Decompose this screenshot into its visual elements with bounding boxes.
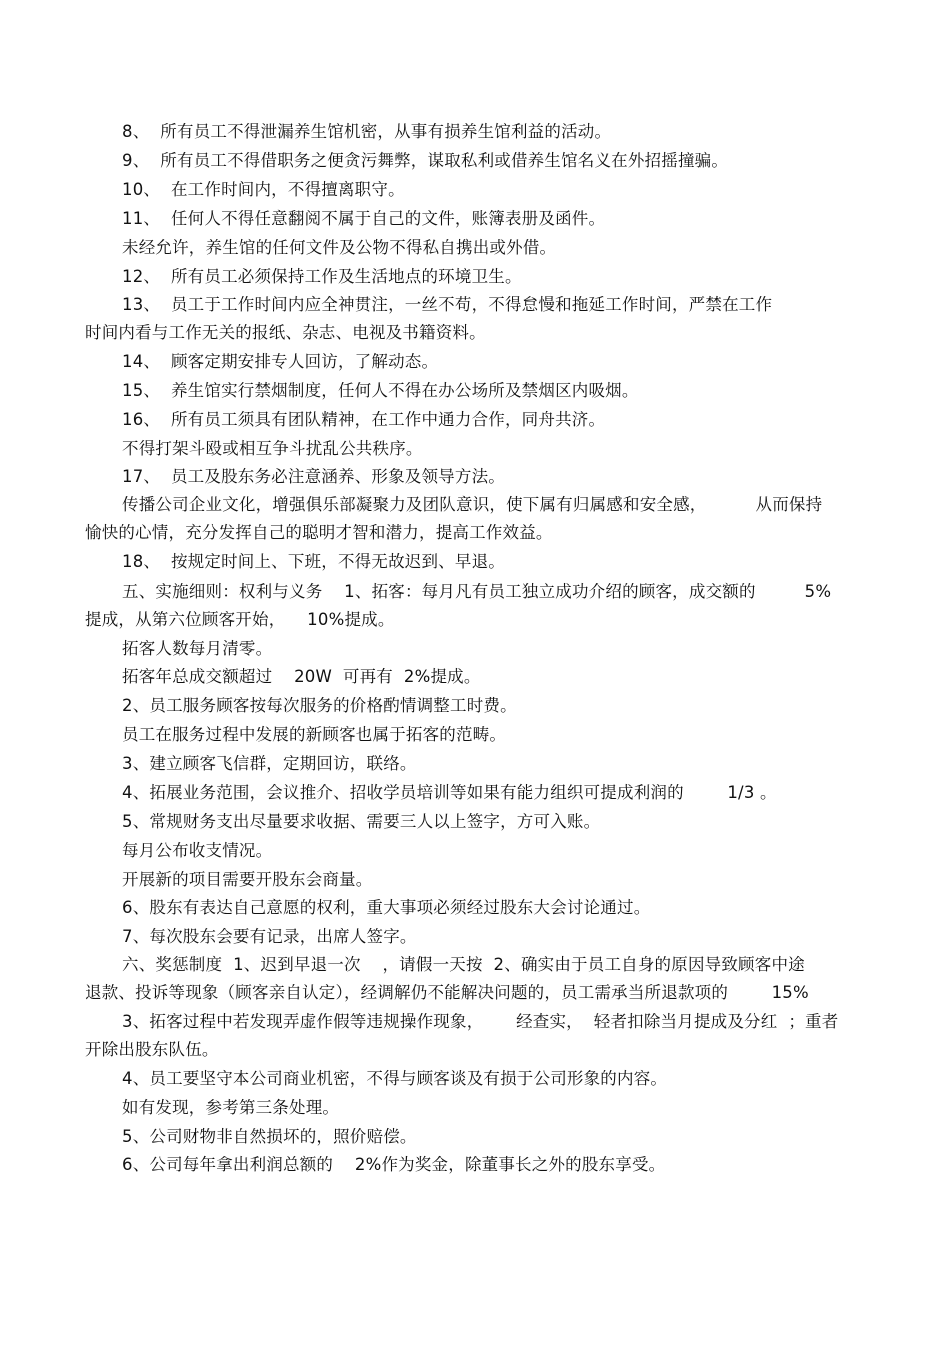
- section-five-wrap: 提成，从第六位顾客开始， 10%提成。: [85, 610, 395, 629]
- rule-17-wrap: 愉快的心情，充分发挥自己的聪明才智和潜力，提高工作效益。: [85, 523, 553, 542]
- section-five-item-3: 3、建立顾客飞信群，定期回访，联络。: [122, 754, 417, 773]
- section-five-line: 开展新的项目需要开股东会商量。: [122, 870, 373, 889]
- rule-13-wrap: 时间内看与工作无关的报纸、杂志、电视及书籍资料。: [85, 323, 486, 342]
- section-six-wrap: 退款、投诉等现象（顾客亲自认定），经调解仍不能解决问题的，员工需承当所退款项的 15%: [85, 983, 809, 1002]
- section-six-item-6: 6、公司每年拿出利润总额的 2%作为奖金，除董事长之外的股东享受。: [122, 1155, 666, 1174]
- section-five-line: 拓客年总成交额超过 20W 可再有 2%提成。: [122, 667, 481, 686]
- rule-12: 12、 所有员工必须保持工作及生活地点的环境卫生。: [122, 267, 522, 286]
- section-six-item-5: 5、公司财物非自然损坏的，照价赔偿。: [122, 1127, 417, 1146]
- section-six-line: 如有发现，参考第三条处理。: [122, 1098, 340, 1117]
- rule-9: 9、 所有员工不得借职务之便贪污舞弊，谋取私利或借养生馆名义在外招摇撞骗。: [122, 151, 729, 170]
- section-five-item-5: 5、常规财务支出尽量要求收据、需要三人以上签字，方可入账。: [122, 812, 601, 831]
- section-five-heading: 五、实施细则：权利与义务 1、拓客：每月凡有员工独立成功介绍的顾客，成交额的 5%: [122, 582, 832, 601]
- section-five-line: 员工在服务过程中发展的新顾客也属于拓客的范畴。: [122, 725, 507, 744]
- section-six-heading: 六、奖惩制度 1、迟到早退一次 ，请假一天按 2、确实由于员工自身的原因导致顾客中途: [122, 955, 805, 974]
- rule-10: 10、 在工作时间内，不得擅离职守。: [122, 180, 405, 199]
- rule-17-continuation: 传播公司企业文化，增强俱乐部凝聚力及团队意识，使下属有归属感和安全感， 从而保持: [122, 495, 823, 514]
- section-six-item-3: 3、拓客过程中若发现弄虚作假等违规操作现象， 经查实， 轻者扣除当月提成及分红 ；重者: [122, 1012, 839, 1031]
- section-five-item-4: 4、拓展业务范围，会议推介、招收学员培训等如果有能力组织可提成利润的 1/3 。: [122, 783, 777, 802]
- section-five-item-7: 7、每次股东会要有记录，出席人签字。: [122, 927, 417, 946]
- rule-16: 16、 所有员工须具有团队精神，在工作中通力合作，同舟共济。: [122, 410, 606, 429]
- rule-14: 14、 顾客定期安排专人回访，了解动态。: [122, 352, 439, 371]
- section-five-line: 每月公布收支情况。: [122, 841, 273, 860]
- rule-17: 17、 员工及股东务必注意涵养、形象及领导方法。: [122, 467, 505, 486]
- rule-11-continuation: 未经允许，养生馆的任何文件及公物不得私自携出或外借。: [122, 238, 557, 257]
- rule-18: 18、 按规定时间上、下班，不得无故迟到、早退。: [122, 552, 505, 571]
- rule-11: 11、 任何人不得任意翻阅不属于自己的文件，账簿表册及函件。: [122, 209, 606, 228]
- rule-8: 8、 所有员工不得泄漏养生馆机密，从事有损养生馆利益的活动。: [122, 122, 612, 141]
- section-five-item-6: 6、股东有表达自己意愿的权利，重大事项必须经过股东大会讨论通过。: [122, 898, 651, 917]
- section-five-line: 拓客人数每月清零。: [122, 639, 273, 658]
- section-five-item-2: 2、员工服务顾客按每次服务的价格酌情调整工时费。: [122, 696, 517, 715]
- rule-13: 13、 员工于工作时间内应全神贯注，一丝不苟，不得怠慢和拖延工作时间，严禁在工作: [122, 295, 773, 314]
- rule-16-continuation: 不得打架斗殴或相互争斗扰乱公共秩序。: [122, 439, 423, 458]
- rule-15: 15、 养生馆实行禁烟制度，任何人不得在办公场所及禁烟区内吸烟。: [122, 381, 639, 400]
- section-six-item-4: 4、员工要坚守本公司商业机密，不得与顾客谈及有损于公司形象的内容。: [122, 1069, 668, 1088]
- section-six-item-3-wrap: 开除出股东队伍。: [85, 1040, 219, 1059]
